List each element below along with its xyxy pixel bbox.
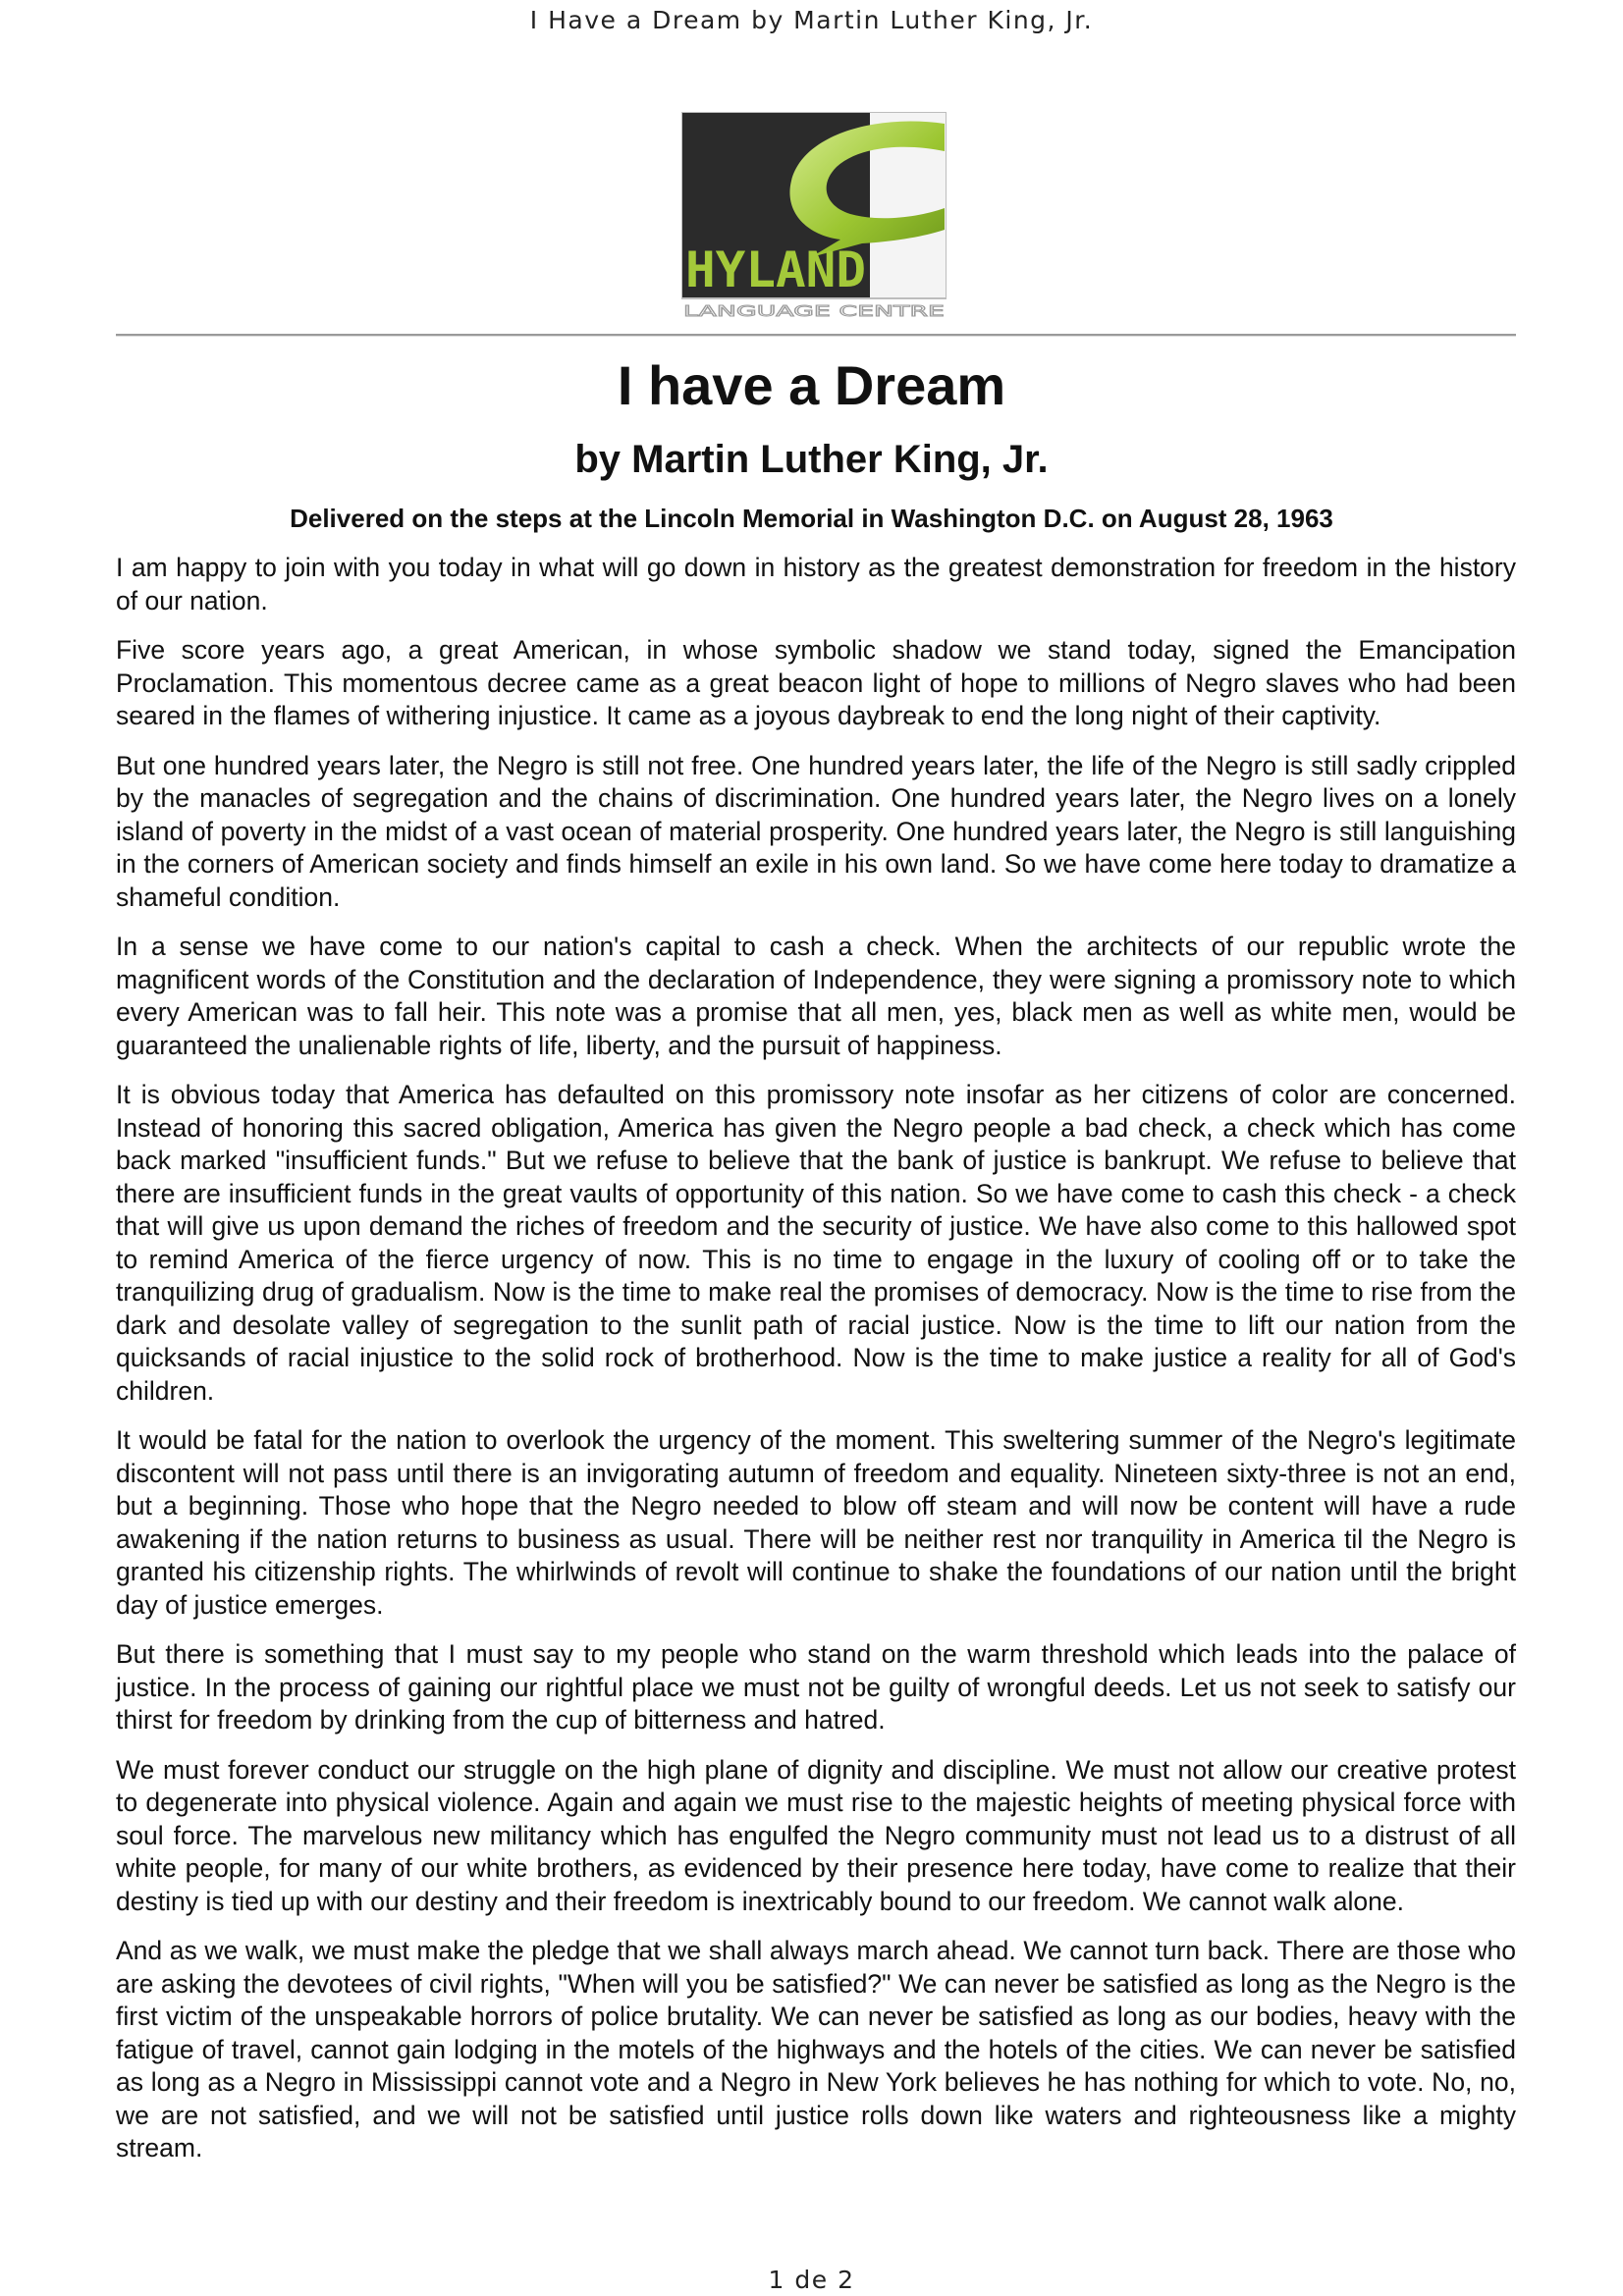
paragraph: In a sense we have come to our nation's capital to cash a check. When the architects of our republic wrote the magnificent words of the Constitution and the declaration of Independence, they were signing a promissory note to which every American was to fall heir. This note was a promise that all men, yes, black men as well as white men, would be guaranteed the unalienable rights of life, liberty, and the pursuit of happiness. <box>116 932 1516 1060</box>
print-header: I Have a Dream by Martin Luther King, Jr. <box>529 6 1094 34</box>
page-number: 1 de 2 <box>768 2266 855 2294</box>
paragraph: Five score years ago, a great American, in whose symbolic shadow we stand today, signed the Emancipation Proclamation. This momentous decree came as a great beacon light of hope to millions of Negro slaves who had been seared in the flames of withering injustice. It came as a joyous daybreak to end the long night of their captivity. <box>116 635 1516 730</box>
delivery-note: Delivered on the steps at the Lincoln Memorial in Washington D.C. on August 28, 1963 <box>290 504 1333 533</box>
header-divider <box>116 334 1516 337</box>
document-title: I have a Dream <box>617 354 1006 416</box>
logo-graphic <box>681 112 947 320</box>
speech-body <box>116 552 1516 2182</box>
paragraph: But one hundred years later, the Negro is still not free. One hundred years later, the life of the Negro is still sadly crippled by the manacles of segregation and the chains of discrimination. One hundred years later, the Negro lives on a lonely island of poverty in the midst of a vast ocean of material prosperity. One hundred years later, the Negro is still languishing in the corners of American society and finds himself an exile in his own land. So we have come here today to dramatize a shameful condition. <box>116 750 1516 912</box>
paragraph: I am happy to join with you today in what will go down in history as the greatest demonstration for freedom in the history of our nation. <box>116 553 1516 615</box>
svg-text:HYLAND: HYLAND <box>685 241 866 298</box>
paragraph: But there is something that I must say to my people who stand on the warm threshold which leads into the palace of justice. In the process of gaining our rightful place we must not be guilty of wrongful deeds. Let us not seek to satisfy our thirst for freedom by drinking from the cup of bitterness and hatred. <box>116 1639 1516 1735</box>
paragraph: It would be fatal for the nation to overlook the urgency of the moment. This sweltering summer of the Negro's legitimate discontent will not pass until there is an invigorating autumn of freedom and equality. Nineteen sixty-three is not an end, but a beginning. Those who hope that the Negro needed to blow off steam and will now be content will have a rude awakening if the nation returns to business as usual. There will be neither rest nor tranquility in America til the Negro is granted his citizenship rights. The whirlwinds of revolt will continue to shake the foundations of our nation until the bright day of justice emerges. <box>116 1425 1516 1620</box>
svg-text:LANGUAGE CENTRE: LANGUAGE CENTRE <box>683 302 945 320</box>
paragraph: And as we walk, we must make the pledge that we shall always march ahead. We cannot turn back. There are those who are asking the devotees of civil rights, "When will you be satisfied?" We can never be satisfied as long as the Negro is the first victim of the unspeakable horrors of police brutality. We can never be satisfied as long as our bodies, heavy with the fatigue of travel, cannot gain lodging in the motels of the highways and the hotels of the cities. We can never be satisfied as long as a Negro in Mississippi cannot vote and a Negro in New York believes he has nothing for which to vote. No, no, we are not satisfied, and we will not be satisfied until justice rolls down like waters and righteousness like a mighty stream. <box>116 1936 1516 2163</box>
document-author: by Martin Luther King, Jr. <box>574 438 1049 481</box>
paragraph: We must forever conduct our struggle on the high plane of dignity and discipline. We must not allow our creative protest to degenerate into physical violence. Again and again we must rise to the majestic heights of meeting physical force with soul force. The marvelous new militancy which has engulfed the Negro community must not lead us to a distrust of all white people, for many of our white brothers, as evidenced by their presence here today, have come to realize that their destiny is tied up with our destiny and their freedom is inextricably bound to our freedom. We cannot walk alone. <box>116 1754 1516 1916</box>
hyland-logo <box>681 112 947 320</box>
paragraph: It is obvious today that America has defaulted on this promissory note insofar as her citizens of color are concerned. Instead of honoring this sacred obligation, America has given the Negro people a bad check, a check which has come back marked "insufficient funds." But we refuse to believe that the bank of justice is bankrupt. We refuse to believe that there are insufficient funds in the great vaults of opportunity of this nation. So we have come to cash this check - a check that will give us upon demand the riches of freedom and the security of justice. We have also come to this hallowed spot to remind America of the fierce urgency of now. This is no time to engage in the luxury of cooling off or to take the tranquilizing drug of gradualism. Now is the time to make real the promises of democracy. Now is the time to rise from the dark and desolate valley of segregation to the sunlit path of racial justice. Now is the time to lift our nation from the quicksands of racial injustice to the solid rock of brotherhood. Now is the time to make justice a reality for all of God's children. <box>116 1080 1516 1406</box>
